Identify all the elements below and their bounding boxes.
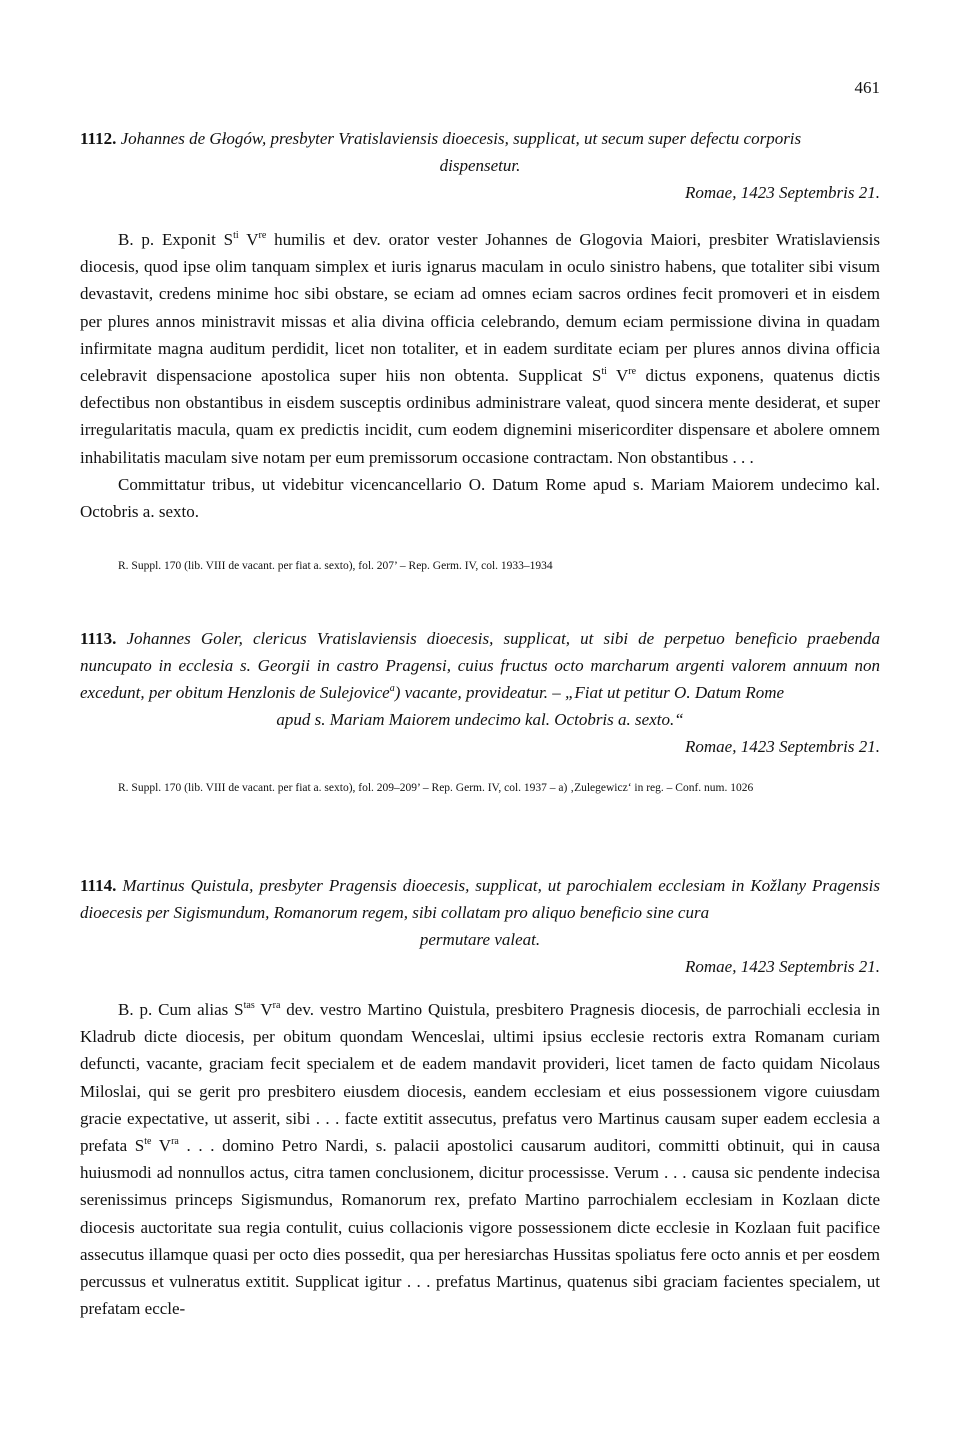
entry-summary-end: dispensetur. [439, 156, 521, 175]
entry-text: B. p. Cum alias $S^{tas}$ $V^{ra}$ dev. vestro Martino Quistula, presbitero Pragnesis diocesis, de parrochiali ecclesia in Kladrub dicte diocesis, per obitum quondam Wenceslai, ultimi ipsius ecclesie rectoris extra Romanam curiam defuncti, vacante, graciam fecit specialem et de eadem mandavit provideri, licet tamen de facto quidam Nicolaus Miloslai, qui se gerit pro presbitero eiusdem diocesis, eandem ecclesiam et eius possessionem vigore cuiusdam gracie expectative, ut asserit, sibi . . . facte extitit assecutus, prefatus vero Martinus causam super eadem ecclesia a prefata $S^{te}$ $V^{ra}$ . . . domino Petro Nardi, s. palacii apostolici causarum auditori, committi obtinuit, qui in causa huiusmodi ad nonnullos actus, citra tamen conclusionem, dicitur processisse. Verum . . . causa sic pendente indecisa serenissimus princeps Sigismundus, Romanorum rex, prefato Martino parrochialem ecclesiam in Kozlaan dicte diocesis auctoritate sua regia contulit, cuius collacionis vigore possessionem dicte ecclesie in Kozlaan fuit pacifice assecutus illamque quasi per octo dies possedit, qua per heresiarchas Hussitas spoliatus fere octo annis et per eosdem percussus et vulneratus extitit. Supplicat igitur . . . prefatus Martinus, quatenus sibi graciam facientes specialem, ut prefatam eccle- [80, 1000, 881, 1319]
entry-summary: Johannes de Głogów, presbyter Vratislaviensis dioecesis, supplicat, ut secum super defectu corporis [120, 129, 802, 148]
entry-date: Romae, 1423 Septembris 21. [684, 183, 880, 202]
entry-number: 1112. [80, 129, 117, 148]
entry-summary: Martinus Quistula, presbyter Pragensis dioecesis, supplicat, ut parochialem ecclesiam in Kožlany Pragensis dioecesis per Sigismundum, Romanorum regem, sibi collatam pro aliquo beneficio sine cura [80, 876, 880, 922]
entry-summary-end: apud s. Mariam Maiorem undecimo kal. Octobris a. sexto.“ [276, 710, 684, 729]
entry-summary: Johannes Goler, clericus Vratislaviensis dioecesis, supplicat, ut sibi de perpetuo beneficio praebenda nuncupato in ecclesia s. Georgii in castro Pragensi, cuius fructus octo marcharum argenti valorem annuum non excedunt, per obitum Henzlonis de Sulejovice$^a$) vacante, provideatur. – „Fiat ut petitur O. Datum Rome [80, 629, 881, 702]
entry-number: 1114. [80, 876, 117, 895]
entry-heading [80, 625, 880, 733]
entry-decision: Committatur tribus, ut videbitur vicencancellario O. Datum Rome apud s. Mariam Maiorem undecimo kal. Octobris a. sexto. [80, 474, 880, 522]
source-note: R. Suppl. 170 (lib. VIII de vacant. per fiat a. sexto), fol. 209–209’ – Rep. Germ. IV, col. 1937 – a) ‚Zulegewicz‘ in reg. – Conf. num. 1026 [118, 782, 754, 794]
entry-1113 [80, 625, 880, 760]
entry-date: Romae, 1423 Septembris 21. [684, 737, 880, 756]
entry-1112 [80, 125, 880, 206]
page-number: 461 [854, 78, 880, 97]
entry-1114-body [80, 996, 880, 1322]
entry-text: B. p. Exponit $S^{ti}$ Vre humilis et dev. orator vester Johannes de Glogovia Maiori, presbiter Wratislaviensis diocesis, quod ipse olim tanquam simplex et iuris ignarus maculam in oculo sinistro habens, que totaliter sibi visum devastavit, credens minime hoc sibi obstare, se eciam ad omnes eciam sacros ordines fecit promoveri et in eisdem per plures annos ministravit missas et alia divina officia celebrando, demum eciam permissione divina in quadam infirmitate magna auditum perdidit, licet non totaliter, et in eadem surditate eciam per plures annos divina officia celebravit dispensacione apostolica super hiis non obtenta. Supplicat $S^{ti}$ Vre dictus exponens, quatenus dictis defectibus non obstantibus in eisdem susceptis ordinibus administrare valeat, quod sincera mente desiderat, et super irregularitatis macula, quam ex predictis incidit, cum eodem dignemini misericorditer dispensare et abolere omnem inhabilitatis maculam sive notam per eum premissorum occasione contractam. Non obstantibus . . . [80, 230, 880, 467]
entry-number: 1113. [80, 629, 117, 648]
entry-heading [80, 125, 880, 179]
entry-heading [80, 872, 880, 953]
entry-date: Romae, 1423 Septembris 21. [684, 957, 880, 976]
entry-1112-note [80, 556, 880, 576]
entry-1114 [80, 872, 880, 980]
entry-summary-end: permutare valeat. [419, 930, 541, 949]
entry-1112-body [80, 226, 880, 525]
entry-1113-note [80, 778, 880, 798]
source-note: R. Suppl. 170 (lib. VIII de vacant. per fiat a. sexto), fol. 207’ – Rep. Germ. IV, col. 1933–1934 [118, 560, 553, 572]
